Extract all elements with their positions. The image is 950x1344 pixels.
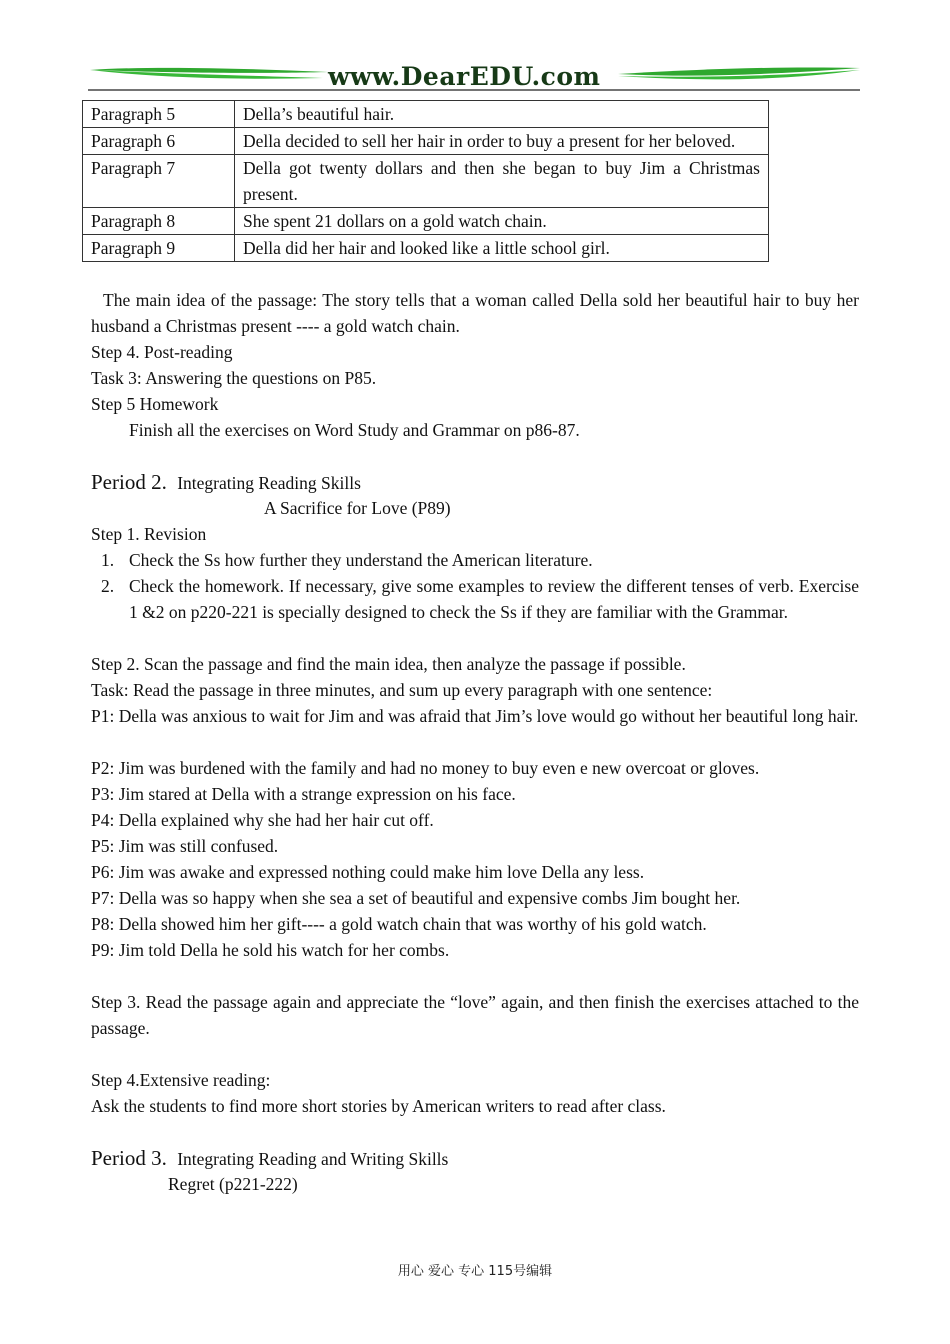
step4-extensive-text: Ask the students to find more short stories by American writers to read after class. (91, 1096, 666, 1116)
row-label: Paragraph 7 (83, 155, 235, 208)
list-item-number: 1. (101, 550, 115, 570)
row-summary: She spent 21 dollars on a gold watch chain. (235, 208, 769, 235)
main-idea-paragraph: The main idea of the passage: The story tells that a woman called Della sold her beautiful hair to buy her husband a Christmas present ---- a gold watch chain. (91, 290, 859, 336)
row-summary: Della’s beautiful hair. (235, 101, 769, 128)
period3-heading (91, 1145, 448, 1172)
row-label: Paragraph 8 (83, 208, 235, 235)
table-row (83, 235, 769, 262)
period3-title: Period 3. (91, 1146, 167, 1170)
list-item-number: 2. (101, 576, 115, 596)
table-row (83, 208, 769, 235)
step1-revision: Step 1. Revision (91, 524, 207, 544)
list-item: Check the homework. If necessary, give some examples to review the different tenses of verb. Exercise 1 &2 on p220-221 is specially designed to check the Ss if they are familiar with the Grammar. (129, 576, 859, 622)
table-row (83, 155, 769, 208)
period2-passage-title: A Sacrifice for Love (P89) (264, 498, 451, 518)
period2-title: Period 2. (91, 470, 167, 494)
paragraph-summary-table (82, 100, 769, 262)
row-label: Paragraph 9 (83, 235, 235, 262)
homework-text: Finish all the exercises on Word Study and Grammar on p86-87. (129, 420, 580, 440)
header-site-name: www.DearEDU.com (328, 62, 601, 91)
summary-p8: P8: Della showed him her gift---- a gold watch chain that was worthy of his gold watch. (91, 914, 707, 934)
step3-paragraph: Step 3. Read the passage again and appreciate the “love” again, and then finish the exercises attached to the passage. (91, 992, 859, 1038)
row-summary: Della decided to sell her hair in order to buy a present for her beloved. (235, 128, 769, 155)
summary-p2: P2: Jim was burdened with the family and had no money to buy even e new overcoat or gloves. (91, 758, 760, 778)
summary-p7: P7: Della was so happy when she sea a set of beautiful and expensive combs Jim bought her. (91, 888, 741, 908)
row-label: Paragraph 5 (83, 101, 235, 128)
step4-post-reading: Step 4. Post-reading (91, 342, 233, 362)
task-line: Task: Read the passage in three minutes, and sum up every paragraph with one sentence: (91, 680, 713, 700)
summary-p9: P9: Jim told Della he sold his watch for her combs. (91, 940, 450, 960)
period3-subtitle-label: Integrating Reading and Writing Skills (177, 1149, 449, 1169)
summary-p6: P6: Jim was awake and expressed nothing could make him love Della any less. (91, 862, 645, 882)
row-summary: Della did her hair and looked like a little school girl. (235, 235, 769, 262)
list-item: Check the Ss how further they understand the American literature. (129, 550, 593, 570)
step5-homework: Step 5 Homework (91, 394, 219, 414)
period3-passage-title: Regret (p221-222) (168, 1174, 298, 1194)
task3-line: Task 3: Answering the questions on P85. (91, 368, 377, 388)
period2-heading (91, 469, 361, 496)
table-row (83, 128, 769, 155)
summary-p3: P3: Jim stared at Della with a strange expression on his face. (91, 784, 516, 804)
summary-p4: P4: Della explained why she had her hair cut off. (91, 810, 434, 830)
row-label: Paragraph 6 (83, 128, 235, 155)
summary-p5: P5: Jim was still confused. (91, 836, 279, 856)
page-footer: 用心 爱心 专心 115号编辑 (397, 1264, 553, 1279)
period2-subtitle-label: Integrating Reading Skills (177, 473, 361, 493)
step4-extensive: Step 4.Extensive reading: (91, 1070, 271, 1090)
summary-p1: P1: Della was anxious to wait for Jim and was afraid that Jim’s love would go without her beautiful long hair. (91, 706, 859, 726)
header-banner (88, 62, 862, 96)
table-row (83, 101, 769, 128)
step2-scan: Step 2. Scan the passage and find the main idea, then analyze the passage if possible. (91, 654, 686, 674)
row-summary: Della got twenty dollars and then she began to buy Jim a Christmas present. (235, 155, 769, 208)
